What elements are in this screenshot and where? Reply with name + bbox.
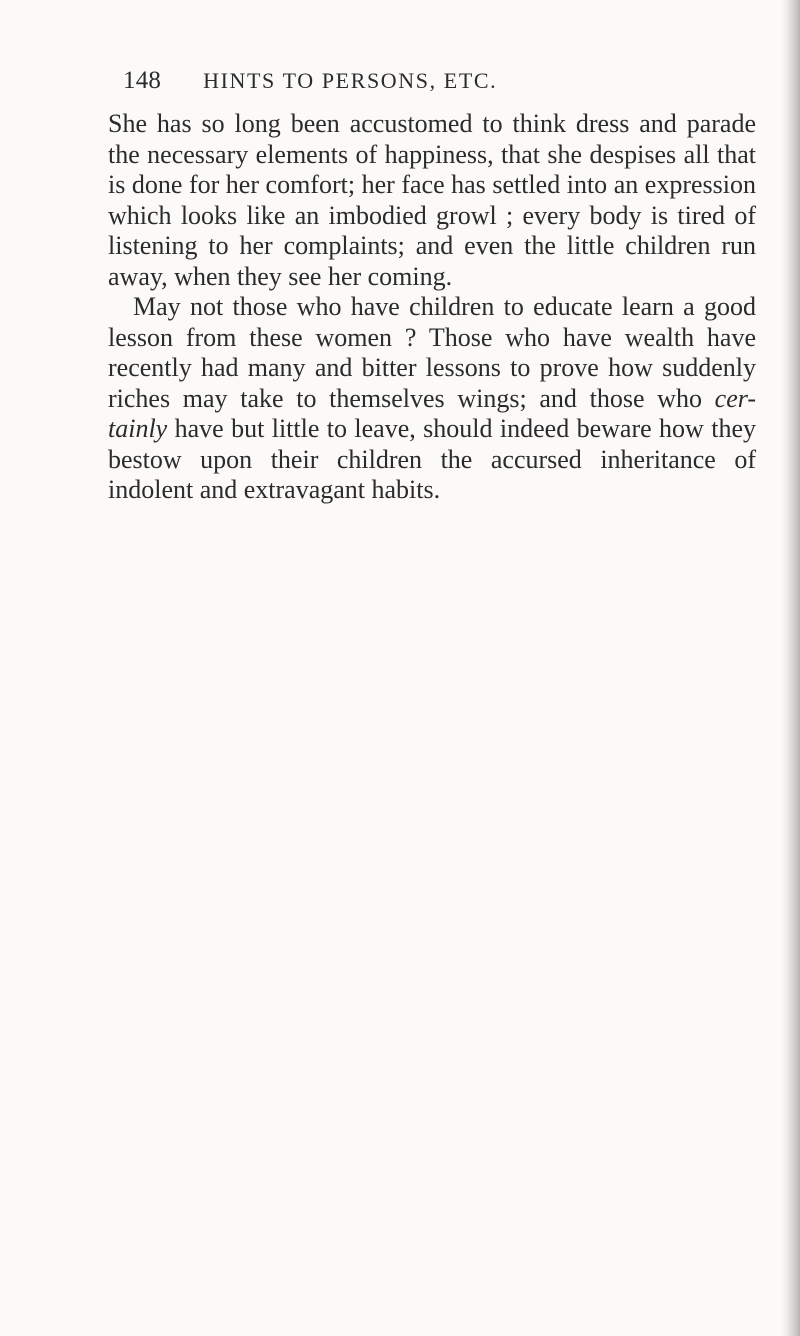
page-edge-shadow	[780, 0, 800, 1336]
paragraph-2	[108, 292, 756, 506]
page-header	[123, 64, 763, 98]
page-number: 148	[123, 67, 162, 94]
body-text	[108, 109, 756, 506]
running-head: HINTS TO PERSONS, ETC.	[203, 68, 498, 93]
italic-phrase: cer- tainly	[108, 383, 756, 443]
paragraph-2-part-1: May not those who have children to educate learn a good lesson from these women ? Those who have wealth have recently had many and bitter lessons to prove how suddenly riches may take to themselves wings; and those who	[108, 292, 756, 413]
paragraph-1: She has so long been accustomed to think dress and parade the necessary elements of happiness, that she despises all that is done for her comfort; her face has settled into an expression which looks like an imbodied growl ; every body is tired of listening to her complaints; and even the little children run away, when they see her coming.	[108, 109, 756, 291]
paragraph-2-part-2: have but little to leave, should indeed beware how they bestow upon their children the accursed inheritance of indolent and extravagant habits.	[108, 414, 756, 504]
